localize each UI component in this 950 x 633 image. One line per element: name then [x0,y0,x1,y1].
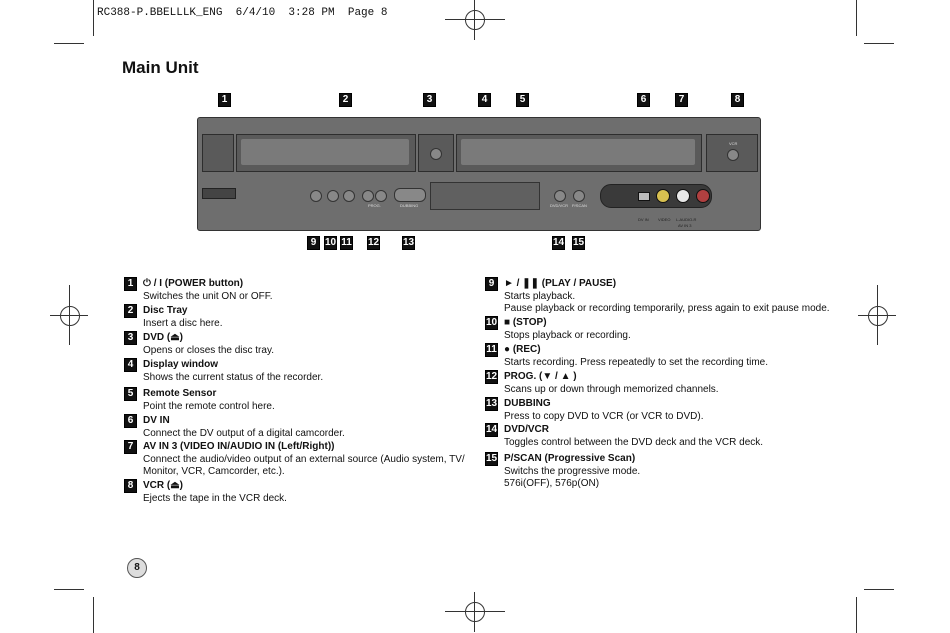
prog-down-button[interactable] [362,190,374,202]
item-heading [485,397,704,411]
dv-in-jack[interactable] [638,192,650,201]
item-description: Shows the current status of the recorder. [143,372,324,383]
item-title: VCR (⏏) [143,480,183,491]
item-title: DVD/VCR [504,424,550,435]
callout-5: 5 [516,93,529,107]
item-title: DV IN [143,415,170,426]
video-in-jack[interactable] [656,189,670,203]
description-item [124,358,323,384]
item-heading [124,440,465,454]
dvd-eject-button[interactable] [430,148,442,160]
play-pause-button[interactable] [310,190,322,202]
item-number-badge: 10 [486,317,498,328]
item-description: Ejects the tape in the VCR deck. [143,493,287,504]
item-description: Monitor, VCR, Camcorder, etc.). [143,466,285,477]
item-number-badge: 8 [124,479,137,493]
description-item [485,397,704,423]
callout-2: 2 [339,93,352,107]
dvd-eject-section [418,134,454,172]
vcr-deck [456,134,702,172]
item-number-badge: 3 [124,331,137,345]
item-number-badge: 11 [486,344,497,355]
description-item [485,370,719,396]
page-number: 8 [127,558,147,578]
item-description: Insert a disc here. [143,318,223,329]
item-number-badge: 12 [486,371,498,382]
item-number-badge: 15 [486,453,498,464]
description-item [124,440,465,478]
item-description: Pause playback or recording temporarily, press again to exit pause mode. [504,303,830,314]
item-number-badge: 13 [486,398,498,409]
audio-right-jack[interactable] [696,189,710,203]
item-description: Connect the audio/video output of an external source (Audio system, TV/ [143,454,465,465]
dvd-vcr-label: DVD/VCR [550,203,569,208]
audio-left-jack[interactable] [676,189,690,203]
item-description: Connect the DV output of a digital camcorder. [143,428,345,439]
callout-8: 8 [731,93,744,107]
item-title: Disc Tray [143,305,188,316]
item-heading [485,343,768,357]
description-item [124,479,287,505]
callout-10: 10 [325,237,337,248]
item-title: ► / ❚❚ (PLAY / PAUSE) [504,278,617,289]
item-number-badge: 4 [124,358,137,372]
item-number-badge: 6 [124,414,137,428]
dv-in-label: DV IN [638,217,649,222]
item-description: Scans up or down through memorized channels. [504,384,719,395]
item-description: Switchs the progressive mode. [504,466,641,477]
display-window [430,182,540,210]
power-button[interactable] [202,188,236,199]
description-item [124,277,273,303]
prog-label: PROG. [368,203,381,208]
description-item [124,304,222,330]
item-heading [485,277,830,291]
item-title: ■ (STOP) [504,317,547,328]
callout-6: 6 [637,93,650,107]
item-description: Press to copy DVD to VCR (or VCR to DVD). [504,411,704,422]
item-title: AV IN 3 (VIDEO IN/AUDIO IN (Left/Right)) [143,441,335,452]
description-item [485,343,768,369]
item-heading [485,370,719,384]
item-heading [124,331,274,345]
item-title: ● (REC) [504,344,541,355]
rec-button[interactable] [343,190,355,202]
av-input-block [600,184,712,208]
item-number-badge: 9 [485,277,498,291]
item-heading [124,277,273,291]
dvd-vcr-button[interactable] [554,190,566,202]
item-heading [124,358,323,372]
item-title: DVD (⏏) [143,332,183,343]
callout-9: 9 [307,236,320,250]
device-front-panel [197,117,761,231]
pscan-label: P/SCAN [572,203,587,208]
prog-up-button[interactable] [375,190,387,202]
item-description: Starts recording. Press repeatedly to set the recording time. [504,357,769,368]
vcr-eject-button[interactable] [727,149,739,161]
item-heading [485,452,640,466]
item-heading [124,479,287,493]
item-number-badge: 1 [124,277,137,291]
item-heading [124,414,345,428]
callout-3: 3 [423,93,436,107]
description-item [485,277,830,315]
item-title: P/SCAN (Progressive Scan) [504,453,636,464]
item-number-badge: 5 [124,387,137,401]
print-header: RC388-P.BBELLLK_ENG 6/4/10 3:28 PM Page 8 [97,7,388,19]
item-heading [485,423,763,437]
dubbing-label: DUBBING [400,203,419,208]
vcr-eject-section [706,134,758,172]
item-title: Remote Sensor [143,388,217,399]
left-cap [202,134,234,172]
callout-7: 7 [675,93,688,107]
item-description: Starts playback. [504,291,576,302]
item-description: Point the remote control here. [143,401,275,412]
pscan-button[interactable] [573,190,585,202]
item-heading [124,387,275,401]
description-item [124,387,275,413]
item-title: Display window [143,359,219,370]
disc-tray [236,134,416,172]
callout-14: 14 [553,237,565,248]
callout-1: 1 [218,93,231,107]
description-item [124,414,345,440]
stop-button[interactable] [327,190,339,202]
audio-label: L-AUDIO-R [676,217,697,222]
callout-12: 12 [368,237,380,248]
vcr-label: VCR [729,141,738,146]
page-title: Main Unit [122,58,199,77]
item-number-badge: 2 [124,304,137,318]
item-description: Toggles control between the DVD deck and the VCR deck. [504,437,764,448]
item-description: 576i(OFF), 576p(ON) [504,478,600,489]
callout-13: 13 [403,237,415,248]
item-description: Opens or closes the disc tray. [143,345,274,356]
description-item [485,423,763,449]
item-description: Switches the unit ON or OFF. [143,291,273,302]
video-label: VIDEO [658,217,671,222]
item-title: PROG. (▼ / ▲ ) [504,371,577,382]
callout-4: 4 [478,93,491,107]
item-title: ⏻ / I (POWER button) [143,278,244,289]
dubbing-button[interactable] [394,188,426,202]
av-in-label: AV IN 3 [678,223,692,228]
item-heading [124,304,222,318]
description-item [124,331,274,357]
item-number-badge: 14 [486,424,498,435]
description-item [485,316,631,342]
description-item [485,452,640,490]
item-heading [485,316,631,330]
item-number-badge: 7 [124,440,137,454]
callout-11: 11 [341,237,352,248]
item-title: DUBBING [504,398,551,409]
callout-15: 15 [573,237,585,248]
item-description: Stops playback or recording. [504,330,631,341]
